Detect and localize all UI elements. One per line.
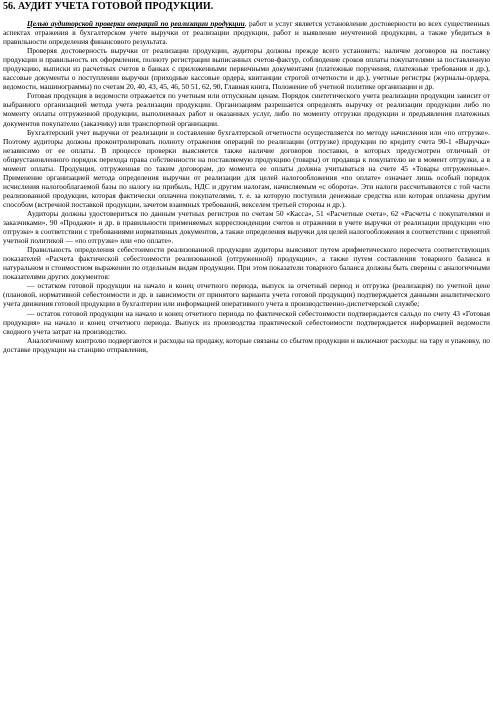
paragraph-2 bbox=[3, 46, 490, 91]
paragraph-lead: Целью аудиторской проверки операций по реализации продукции bbox=[27, 19, 245, 28]
paragraph-8 bbox=[3, 309, 490, 336]
paragraph-text: Бухгалтерский учет выручки от реализации и составление бухгалтерской отчетности осуществляется по методу начисления или «по отгрузке». Поэтому аудиторы должны проконтролировать полноту отражения операций по реализации (отгрузке) продукции по кредиту счета 90-1 «Выручка» независимо от ее оплаты. В процессе проверки выясняется также наличие договоров поставки, в которых предусмотрен отличный от общеустановленного порядок перехода права собственности на поставляемую продукцию (товары) от продавца к покупателю не в момент отгрузки, а в момент оплаты. Продукция, отгруженная по таким договорам, до момента ее оплаты должна учитываться на счете 45 «Товары отгруженные». Применение организацией метода определения выручки от реализации для целей налогообложения «по оплате» означает лишь особый порядок исчисления налогооблагаемой базы по налогу на прибыль, НДС и другим налогам, начисляемым «с оборота». Эти налоги рассчитываются с той части реализованной продукции, которая фактически оплачена покупателями, т. е. за которую поступили денежные средства или которая оплачена другим способом (встречной поставкой продукции, зачетом взаимных требований, векселем третьей стороны и др.). bbox=[3, 127, 490, 209]
paragraph-9 bbox=[3, 336, 490, 354]
paragraph-text: Готовая продукция в ведомости отражается по учетным или отпускным ценам. Порядок синтетического учета реализации продукции зависит от выбранного организацией метода учета реализации продукции. Организациям разрешается определять выручку от реализации продукции либо по моменту оплаты отгруженной продукции, выполненных работ и оказанных услуг, либо по моменту отгрузки продукции и предъявления платежных документов покупателю (заказчику) или транспортной организации. bbox=[3, 91, 490, 128]
paragraph-text: Правильность определения себестоимости реализованной продукции аудиторы выясняют путем арифметического пересчета соответствующих показателей «Расчета фактической себестоимости реализованной (отгруженной) продукции», а также путем составления товарного баланса в натуральном и стоимостном выражении по отдельным видам продукции. При этом показатели товарного баланса должны быть сверены с аналогичными показателями других документов: bbox=[3, 245, 490, 282]
paragraph-text: — остатком готовой продукции на начало и конец отчетного периода, выпуск за отчетный период и отгрузка (реализация) по учетной цене (плановой, нормативной себестоимости и др. в зависимости от принятого варианта учета готовой продукции) подтверждается данными аналитического учета движения готовой продукции в бухгалтерии или информацией оперативного учета в производственно-диспетчерской службе; bbox=[3, 281, 490, 309]
paragraph-4 bbox=[3, 128, 490, 209]
paragraph-text: Аналогичному контролю подвергаются и расходы на продажу, которые связаны со сбытом продукции и включают расходы: на тару и упаковку, по доставке продукции на станцию отправления, bbox=[3, 335, 490, 354]
paragraph-5 bbox=[3, 209, 490, 245]
paragraph-text: Аудиторы должны удостовериться по данным учетных регистров по счетам 50 «Касса», 51 «Расчетные счета», 62 «Расчеты с покупателями и заказчиками», 90 «Продажи» и др. в правильности применяемых корреспонденции счетов и отражения в учете выручки от реализации продукции «по отгрузке» в соответствии с требованиями нормативных документов, а также определения выручки для целей налогообложения в соответствии с принятой учетной политикой — «по отгрузке» или «по оплате». bbox=[3, 208, 490, 246]
paragraph-text: Проверяя достоверность выручки от реализации продукции, аудиторы должны прежде всего установить: наличие договоров на поставку продукции и правильность их оформления, полноту регистрации выписанных счетов-фактур, соблюдение сроков оплаты покупателями за поставленную продукцию, выписки из расчетных счетов в банках с приложенными первичными документами (платежные поручения, платежные требования и др.), кассовые документы о поступлении выручки (приходные кассовые ордера, квитанции строгой отчетности и др.), учетные регистры (журналы-ордера, ведомости, машинограммы) по счетам 20, 40, 43, 45, 46, 50 51, 62, 90, Главная книга, Положение об учетной политике организации и др. bbox=[3, 46, 490, 92]
paragraph-text: — остаток готовой продукции на начало и конец отчетного периода по фактической себестоимости подтверждается сальдо по счету 43 «Готовая продукция» на начало и конец отчетного периода. Выпуск из производства практической себестоимости подтверждается информацией ведомости сводного учета затрат на производство. bbox=[3, 308, 490, 336]
paragraph-6 bbox=[3, 245, 490, 281]
paragraph-text: , работ и услуг является установление достоверности во всех существенных аспектах отражения в бухгалтерском учете выручки от реализации продукции, работ и выявление неучтенной продукции, а также убедиться в правильности определения финансового результата. bbox=[3, 19, 490, 47]
paragraph-1 bbox=[3, 19, 490, 46]
page-title: 56. АУДИТ УЧЕТА ГОТОВОЙ ПРОДУКЦИИ. bbox=[3, 1, 214, 12]
paragraph-3 bbox=[3, 91, 490, 127]
paragraph-7 bbox=[3, 281, 490, 308]
